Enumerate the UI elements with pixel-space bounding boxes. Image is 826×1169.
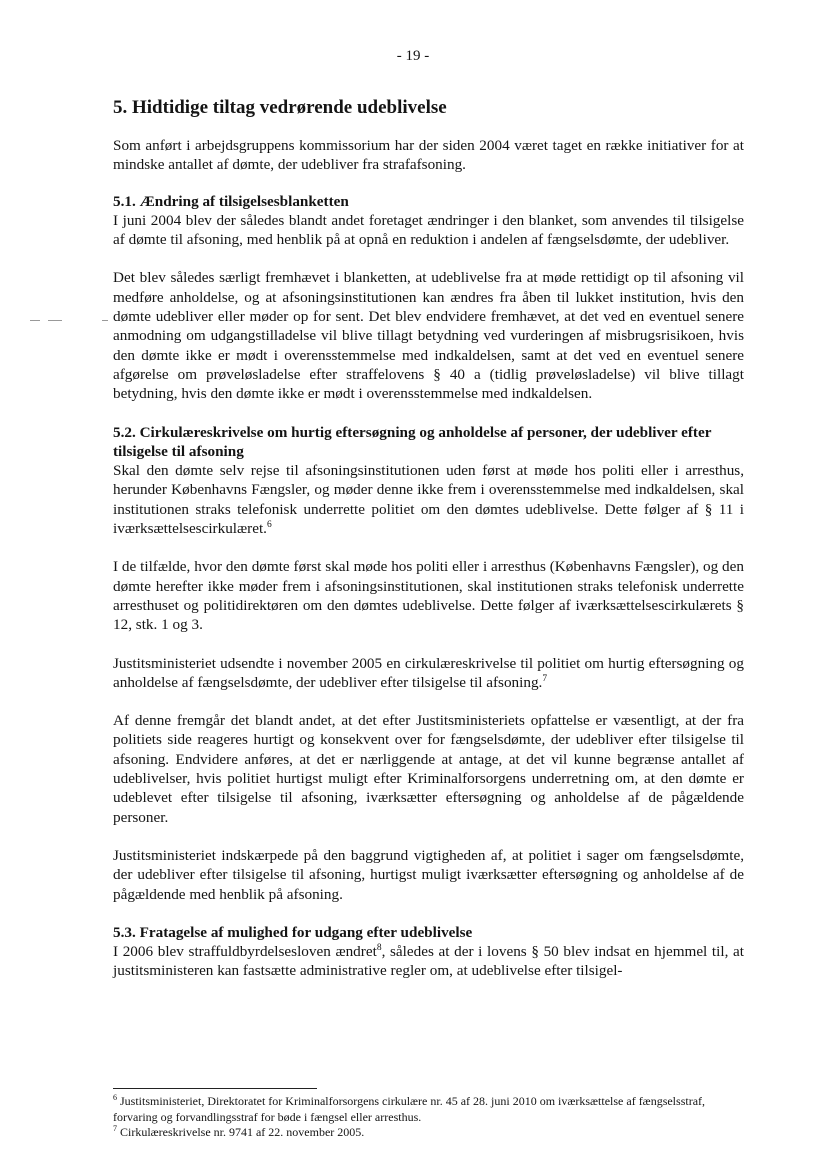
subsection-heading-5-1: 5.1. Ændring af tilsigelsesblanketten	[113, 192, 349, 210]
footnote	[113, 1094, 744, 1125]
paragraph	[113, 654, 744, 693]
paragraph	[113, 461, 744, 538]
paragraph: Det blev således særligt fremhævet i blanketten, at udeblivelse fra at møde rettidigt op til afsoning vil medføre anholdelse, og at afsoningsinstitutionen kan ændres fra åben til lukket institution, hvis den dømte udebliver eller møder op for sent. Det blev endvidere fremhævet, at det ved en eventuel senere anmodning om udgangstilladelse vil blive tillagt betydning ved vurderingen af misbrugsrisikoen, hvis den dømte ikke er mødt i overensstemmelse med indkaldelsen, samt at det ved en eventuel senere afgørelse om prøveløsladelse efter straffelovens § 40 a (tidlig prøveløsladelse) vil blive tillagt betydning, hvis den dømte ikke er mødt i overensstemmelse med indkaldelsen.	[113, 269, 744, 403]
subsection-heading-5-3: 5.3. Fratagelse af mulighed for udgang efter udeblivelse	[113, 923, 473, 941]
paragraph-text: Skal den dømte selv rejse til afsoningsinstitutionen uden først at møde hos politi eller i arresthus, herunder Københavns Fængsler, og møder denne ikke frem i overensstemmelse med indkaldelsen, skal institutionen straks telefonisk underrette politiet om den dømtes udeblivelse. Dette følger af § 11 i iværksættelsescirkulæret.	[113, 462, 744, 538]
footnote	[113, 1125, 744, 1141]
scan-artifact	[102, 320, 108, 321]
footnote-number: 7	[113, 1124, 117, 1133]
footnotes	[113, 1094, 744, 1141]
paragraph-text: Justitsministeriet udsendte i november 2005 en cirkulæreskrivelse til politiet om hurtig eftersøgning og anholdelse af fængselsdømte, der udebliver efter tilsigelse til afsoning.	[113, 654, 744, 691]
footnote-number: 6	[113, 1093, 117, 1102]
paragraph	[113, 942, 744, 981]
section-intro: Som anført i arbejdsgruppens kommissorium har der siden 2004 været taget en række initiativer for at mindske antallet af dømte, der udebliver fra strafafsoning.	[113, 137, 744, 174]
footnote-ref[interactable]: 8	[376, 943, 382, 954]
footnote-divider	[113, 1088, 317, 1089]
paragraph: I juni 2004 blev der således blandt andet foretaget ændringer i den blanket, som anvendes til tilsigelse af dømte til afsoning, med henblik på at opnå en reduktion i andelen af fængselsdømte, der udebliver.	[113, 211, 744, 249]
paragraph: Af denne fremgår det blandt andet, at det efter Justitsministeriets opfattelse er væsentligt, at der fra politiets side reageres hurtigt og konsekvent over for fængselsdømte, der udebliver efter tilsigelse til afsoning. Endvidere anføres, at det er nærliggende at antage, at det vil kunne begrænse antallet af udeblivelser, hvis politiet hurtigst muligt efter Kriminalforsorgens underretning om, at den dømte er udeblevet efter tilsigelse til afsoning, iværksætter eftersøgning og anholdelse af de pågældende personer.	[113, 712, 744, 826]
paragraph: Justitsministeriet indskærpede på den baggrund vigtigheden af, at politiet i sager om fængselsdømte, der udebliver efter tilsigelse til afsoning, hurtigst muligt iværksætter eftersøgning og anholdelse af de pågældende med henblik på afsoning.	[113, 846, 744, 903]
section-heading: 5. Hidtidige tiltag vedrørende udeblivelse	[113, 97, 447, 118]
footnote-ref[interactable]: 6	[266, 519, 272, 530]
paragraph-text: , således at der i lovens § 50 blev indsat en hjemmel til, at justitsministeren kan fastsætte administrative regler om, at udeblivelse efter tilsigel-	[113, 943, 744, 980]
subsection-heading-5-2: 5.2. Cirkulæreskrivelse om hurtig eftersøgning og anholdelse af personer, der udebliver efter tilsigelse til afsoning	[113, 423, 712, 460]
footnote-ref[interactable]: 7	[542, 673, 548, 684]
page-body	[113, 96, 744, 981]
scan-artifact	[48, 320, 62, 321]
scan-artifact	[30, 320, 40, 321]
footnote-text: Cirkulæreskrivelse nr. 9741 af 22. november 2005.	[120, 1125, 365, 1139]
page-number: - 19 -	[396, 48, 430, 64]
footnote-text: Justitsministeriet, Direktoratet for Kriminalforsorgens cirkulære nr. 45 af 28. juni 2010 om iværksættelse af fængselsstraf, forvaring og forvandlingsstraf for bøde i fængsel eller arresthus.	[113, 1094, 706, 1124]
paragraph: I de tilfælde, hvor den dømte først skal møde hos politi eller i arresthus (Københavns Fængsler), og den dømte herefter ikke møder frem i afsoningsinstitutionen, skal institutionen straks telefonisk underrette arresthuset og politidirektøren om den dømtes udeblivelse. Dette følger af iværksættelsescirkulærets § 12, stk. 1 og 3.	[113, 558, 744, 634]
paragraph-text: I 2006 blev straffuldbyrdelsesloven ændret	[113, 943, 377, 961]
